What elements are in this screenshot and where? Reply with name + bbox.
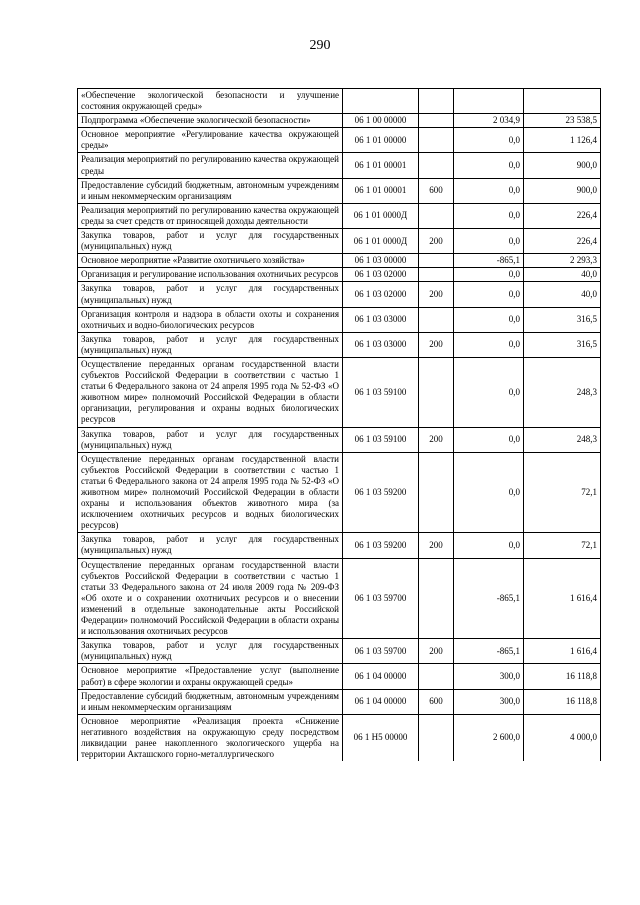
row-amount-total: 226,4 — [524, 203, 601, 228]
row-expense-type: 200 — [419, 533, 454, 558]
row-amount-total: 900,0 — [524, 153, 601, 178]
row-amount-total: 16 118,8 — [524, 664, 601, 689]
row-name: Закупка товаров, работ и услуг для государственных (муниципальных) нужд — [78, 427, 343, 452]
row-code: 06 1 03 03000 — [343, 307, 419, 332]
table-row — [78, 128, 601, 153]
row-name: Предоставление субсидий бюджетным, автономным учреждениям и иным некоммерческим организациям — [78, 178, 343, 203]
row-amount-change — [454, 89, 524, 114]
row-amount-change: 0,0 — [454, 357, 524, 427]
row-name: «Обеспечение экологической безопасности и улучшение состояния окружающей среды» — [78, 89, 343, 114]
row-amount-total: 16 118,8 — [524, 689, 601, 714]
row-name: Подпрограмма «Обеспечение экологической безопасности» — [78, 114, 343, 128]
row-amount-change: -865,1 — [454, 558, 524, 639]
table-row — [78, 332, 601, 357]
table-row — [78, 268, 601, 282]
row-code: 06 1 03 00000 — [343, 254, 419, 268]
row-amount-total: 248,3 — [524, 427, 601, 452]
row-amount-change: 0,0 — [454, 178, 524, 203]
table-row — [78, 639, 601, 664]
row-code: 06 1 03 59100 — [343, 357, 419, 427]
row-code: 06 1 04 00000 — [343, 689, 419, 714]
row-amount-total: 40,0 — [524, 268, 601, 282]
row-name: Закупка товаров, работ и услуг для государственных (муниципальных) нужд — [78, 533, 343, 558]
table-row — [78, 89, 601, 114]
row-expense-type: 200 — [419, 332, 454, 357]
row-name: Основное мероприятие «Развитие охотничьего хозяйства» — [78, 254, 343, 268]
row-name: Осуществление переданных органам государственной власти субъектов Российской Федерации в соответствии с частью 1 статьи 6 Федерального закона от 24 апреля 1995 года № 52-ФЗ «О животном мире» полномочий Российской Федерации в области охраны и использования объектов животного мира (за исключением охотничьих ресурсов и водных биологических ресурсов) — [78, 452, 343, 533]
row-amount-total: 1 126,4 — [524, 128, 601, 153]
table-row — [78, 664, 601, 689]
row-code: 06 1 01 00001 — [343, 153, 419, 178]
row-amount-total: 72,1 — [524, 452, 601, 533]
table-row — [78, 178, 601, 203]
row-amount-change: 300,0 — [454, 689, 524, 714]
table-row — [78, 533, 601, 558]
table-row — [78, 357, 601, 427]
row-amount-total: 40,0 — [524, 282, 601, 307]
row-amount-change: 2 034,9 — [454, 114, 524, 128]
row-code: 06 1 03 59200 — [343, 452, 419, 533]
row-expense-type — [419, 558, 454, 639]
row-name: Закупка товаров, работ и услуг для государственных (муниципальных) нужд — [78, 332, 343, 357]
row-code: 06 1 03 03000 — [343, 332, 419, 357]
row-amount-change: 0,0 — [454, 268, 524, 282]
row-code: 06 1 00 00000 — [343, 114, 419, 128]
row-code: 06 1 01 0000Д — [343, 229, 419, 254]
row-amount-total: 1 616,4 — [524, 639, 601, 664]
budget-table-body — [78, 89, 601, 762]
row-expense-type — [419, 714, 454, 761]
row-amount-total: 72,1 — [524, 533, 601, 558]
row-expense-type: 600 — [419, 178, 454, 203]
row-expense-type — [419, 664, 454, 689]
row-expense-type — [419, 203, 454, 228]
row-code: 06 1 Н5 00000 — [343, 714, 419, 761]
row-code: 06 1 04 00000 — [343, 664, 419, 689]
table-row — [78, 452, 601, 533]
table-row — [78, 254, 601, 268]
row-expense-type: 200 — [419, 229, 454, 254]
row-expense-type — [419, 128, 454, 153]
row-expense-type — [419, 268, 454, 282]
row-code: 06 1 01 00001 — [343, 178, 419, 203]
row-code: 06 1 03 59700 — [343, 639, 419, 664]
row-expense-type — [419, 153, 454, 178]
row-expense-type — [419, 89, 454, 114]
row-amount-change: 0,0 — [454, 332, 524, 357]
row-amount-total — [524, 89, 601, 114]
row-name: Предоставление субсидий бюджетным, автономным учреждениям и иным некоммерческим организациям — [78, 689, 343, 714]
row-name: Основное мероприятие «Предоставление услуг (выполнение работ) в сфере экологии и охраны окружающей среды» — [78, 664, 343, 689]
row-expense-type — [419, 114, 454, 128]
table-row — [78, 229, 601, 254]
table-row — [78, 714, 601, 761]
row-amount-change: 0,0 — [454, 533, 524, 558]
row-code: 06 1 03 59100 — [343, 427, 419, 452]
row-amount-total: 4 000,0 — [524, 714, 601, 761]
row-amount-total: 2 293,3 — [524, 254, 601, 268]
row-amount-change: 0,0 — [454, 153, 524, 178]
table-row — [78, 153, 601, 178]
row-name: Осуществление переданных органам государственной власти субъектов Российской Федерации в соответствии с частью 1 статьи 6 Федерального закона от 24 апреля 1995 года № 52-ФЗ «О животном мире» полномочий Российской Федерации в области организации, регулирования и охраны водных биологических ресурсов — [78, 357, 343, 427]
row-expense-type: 200 — [419, 639, 454, 664]
row-amount-change: 0,0 — [454, 229, 524, 254]
row-code: 06 1 03 59200 — [343, 533, 419, 558]
table-row — [78, 689, 601, 714]
row-name: Организация контроля и надзора в области охоты и сохранения охотничьих и водно-биологических ресурсов — [78, 307, 343, 332]
row-amount-total: 23 538,5 — [524, 114, 601, 128]
row-code: 06 1 03 02000 — [343, 268, 419, 282]
row-code: 06 1 03 59700 — [343, 558, 419, 639]
table-row — [78, 114, 601, 128]
row-code: 06 1 01 0000Д — [343, 203, 419, 228]
table-row — [78, 558, 601, 639]
row-expense-type: 200 — [419, 427, 454, 452]
row-amount-total: 900,0 — [524, 178, 601, 203]
row-amount-total: 226,4 — [524, 229, 601, 254]
row-amount-total: 248,3 — [524, 357, 601, 427]
row-code — [343, 89, 419, 114]
row-name: Организация и регулирование использования охотничьих ресурсов — [78, 268, 343, 282]
row-amount-change: 0,0 — [454, 427, 524, 452]
table-row — [78, 282, 601, 307]
row-name: Реализация мероприятий по регулированию качества окружающей среды за счет средств от приносящей доходы деятельности — [78, 203, 343, 228]
row-name: Закупка товаров, работ и услуг для государственных (муниципальных) нужд — [78, 229, 343, 254]
table-row — [78, 203, 601, 228]
row-name: Закупка товаров, работ и услуг для государственных (муниципальных) нужд — [78, 639, 343, 664]
row-code: 06 1 01 00000 — [343, 128, 419, 153]
row-amount-change: 0,0 — [454, 128, 524, 153]
row-amount-change: -865,1 — [454, 254, 524, 268]
row-amount-change: 0,0 — [454, 307, 524, 332]
row-expense-type — [419, 357, 454, 427]
row-expense-type — [419, 254, 454, 268]
table-row — [78, 307, 601, 332]
row-amount-total: 316,5 — [524, 332, 601, 357]
row-amount-change: 300,0 — [454, 664, 524, 689]
row-amount-change: 0,0 — [454, 282, 524, 307]
row-amount-change: 0,0 — [454, 203, 524, 228]
row-expense-type — [419, 452, 454, 533]
row-amount-total: 316,5 — [524, 307, 601, 332]
row-amount-change: 2 600,0 — [454, 714, 524, 761]
row-code: 06 1 03 02000 — [343, 282, 419, 307]
row-amount-total: 1 616,4 — [524, 558, 601, 639]
page-number: 290 — [309, 38, 331, 53]
row-name: Реализация мероприятий по регулированию качества окружающей среды — [78, 153, 343, 178]
row-expense-type: 200 — [419, 282, 454, 307]
table-row — [78, 427, 601, 452]
row-name: Основное мероприятие «Регулирование качества окружающей среды» — [78, 128, 343, 153]
budget-table — [77, 88, 601, 761]
row-name: Основное мероприятие «Реализация проекта «Снижение негативного воздействия на окружающую среду посредством ликвидации ранее накопленного экологического ущерба на территории Акташского горно-металлургического — [78, 714, 343, 761]
row-amount-change: -865,1 — [454, 639, 524, 664]
row-expense-type — [419, 307, 454, 332]
row-amount-change: 0,0 — [454, 452, 524, 533]
row-expense-type: 600 — [419, 689, 454, 714]
row-name: Осуществление переданных органам государственной власти субъектов Российской Федерации в соответствии с частью 1 статьи 33 Федерального закона от 24 июля 2009 года № 209-ФЗ «Об охоте и о сохранении охотничьих ресурсов и о внесении изменений в отдельные законодательные акты Российской Федерации» полномочий Российской Федерации в области охраны и использования охотничьих ресурсов — [78, 558, 343, 639]
row-name: Закупка товаров, работ и услуг для государственных (муниципальных) нужд — [78, 282, 343, 307]
